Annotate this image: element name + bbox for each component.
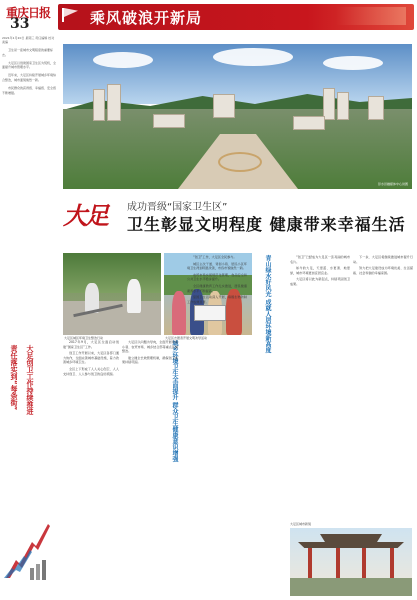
paragraph: 全区上下形成了人人关心创卫、人人支持创卫、人人参与创卫的良好氛围。 bbox=[63, 366, 119, 376]
city-gate-photo bbox=[290, 528, 412, 596]
left-vertical-headline-2: 大足创卫工作持续推进 bbox=[26, 345, 34, 415]
paragraph: 城区主次干道、背街小巷、居民小区环境卫生得到明显改善，市容市貌焕然一新。 bbox=[187, 261, 247, 271]
article-column-a bbox=[63, 340, 119, 595]
photo-credit: 彭水县融媒体中心供图 bbox=[377, 182, 408, 186]
paragraph: 努力把大足建设成为环境优美、生活富裕、社会和谐的幸福家园。 bbox=[353, 266, 413, 275]
page-number: 33 bbox=[10, 16, 30, 32]
sub-title: 成功晋级“国家卫生区” bbox=[127, 202, 228, 213]
article-column-e bbox=[353, 255, 413, 525]
left-vertical-headline: 责任落实到“每条街” bbox=[10, 345, 18, 411]
left-paragraph: 大足区以创建国家卫生区为契机，全面提升城市管理水平。 bbox=[2, 60, 57, 70]
article-column-c bbox=[187, 255, 247, 595]
article-column-b bbox=[122, 340, 178, 595]
paragraph: 爱国卫生运动深入开展，病媒生物防制工作成效显著。 bbox=[187, 295, 247, 304]
left-paragraph: 近年来，大足区持续开展城乡环境综合整治，城市面貌焕然一新。 bbox=[2, 73, 57, 82]
paragraph: 全区健康教育工作扎实推进，居民健康素养水平不断提高。 bbox=[187, 283, 247, 293]
left-paragraph: 市民群众的获得感、幸福感、安全感不断增强。 bbox=[2, 85, 57, 95]
left-column bbox=[2, 48, 56, 568]
gate-photo-caption: 大足区城市新貌 bbox=[290, 522, 312, 526]
left-paragraph: 卫生是一座城市文明程度的重要标志。 bbox=[2, 48, 54, 57]
headline-block bbox=[63, 190, 412, 252]
flag-icon bbox=[62, 8, 82, 22]
main-title: 卫生彰显文明程度 健康带来幸福生活 bbox=[127, 215, 406, 234]
issue-info: 2021年1月20日 星期三 责任编辑 校对 美编 bbox=[2, 36, 55, 44]
paragraph: 2017年9月，大足区全面启动创建“国家卫生区”工作。 bbox=[63, 340, 119, 349]
article-column-d bbox=[290, 255, 350, 525]
cleanup-photo bbox=[63, 253, 161, 335]
masthead bbox=[2, 2, 57, 36]
paragraph: 建立健全长效管理机制，确保创卫成果持续巩固。 bbox=[122, 355, 178, 365]
paragraph: 创卫工作开展以来，大足区各部门通力协作，全面完善城市基础设施，着力改善城乡环境卫生。 bbox=[63, 351, 119, 365]
paragraph: “创卫”已经成为大足区一张亮丽的城市名片。 bbox=[290, 255, 350, 264]
city-aerial-photo bbox=[63, 44, 412, 189]
volunteer-photo-caption: 大足区志愿者开展文明劝导活动 bbox=[165, 336, 208, 340]
section-banner bbox=[58, 4, 414, 30]
paragraph: 大足区以问题为导向，全面开展背街小巷、农贸市场、城乡结合部等重点区域整治。 bbox=[122, 340, 178, 354]
paper-name: 重庆日报 bbox=[6, 6, 51, 20]
cleanup-photo-caption: 大足区城区环境卫生整治行动 bbox=[64, 336, 104, 340]
right-vertical-headline bbox=[257, 255, 287, 515]
left-column-text bbox=[2, 48, 56, 95]
big-title-chars: 大足 bbox=[63, 201, 107, 230]
paragraph: 如今的大足，天更蓝、水更清、地更绿，城市环境更加宜居宜业。 bbox=[290, 266, 350, 275]
growth-arrows-graphic bbox=[2, 520, 54, 580]
banner-title: 乘风破浪开新局 bbox=[90, 9, 203, 27]
paragraph: 下一步，大足区将继续推进城市提升行动。 bbox=[353, 255, 413, 264]
right-vertical-headline-text: 青山绿水好风光 成就人居环境新高度 bbox=[264, 255, 271, 354]
paragraph: 农贸市场实现规范化管理，食品安全和公共卫生水平稳步提升。 bbox=[187, 272, 247, 282]
middle-vertical-headline-text: 城乡环境卫生全面提升 群众卫生健康意识增强 bbox=[171, 340, 178, 463]
paragraph: 大足区将以此为新起点，持续巩固创卫成果。 bbox=[290, 277, 350, 286]
paragraph: “创卫”工作，大足区全民参与。 bbox=[193, 255, 237, 259]
